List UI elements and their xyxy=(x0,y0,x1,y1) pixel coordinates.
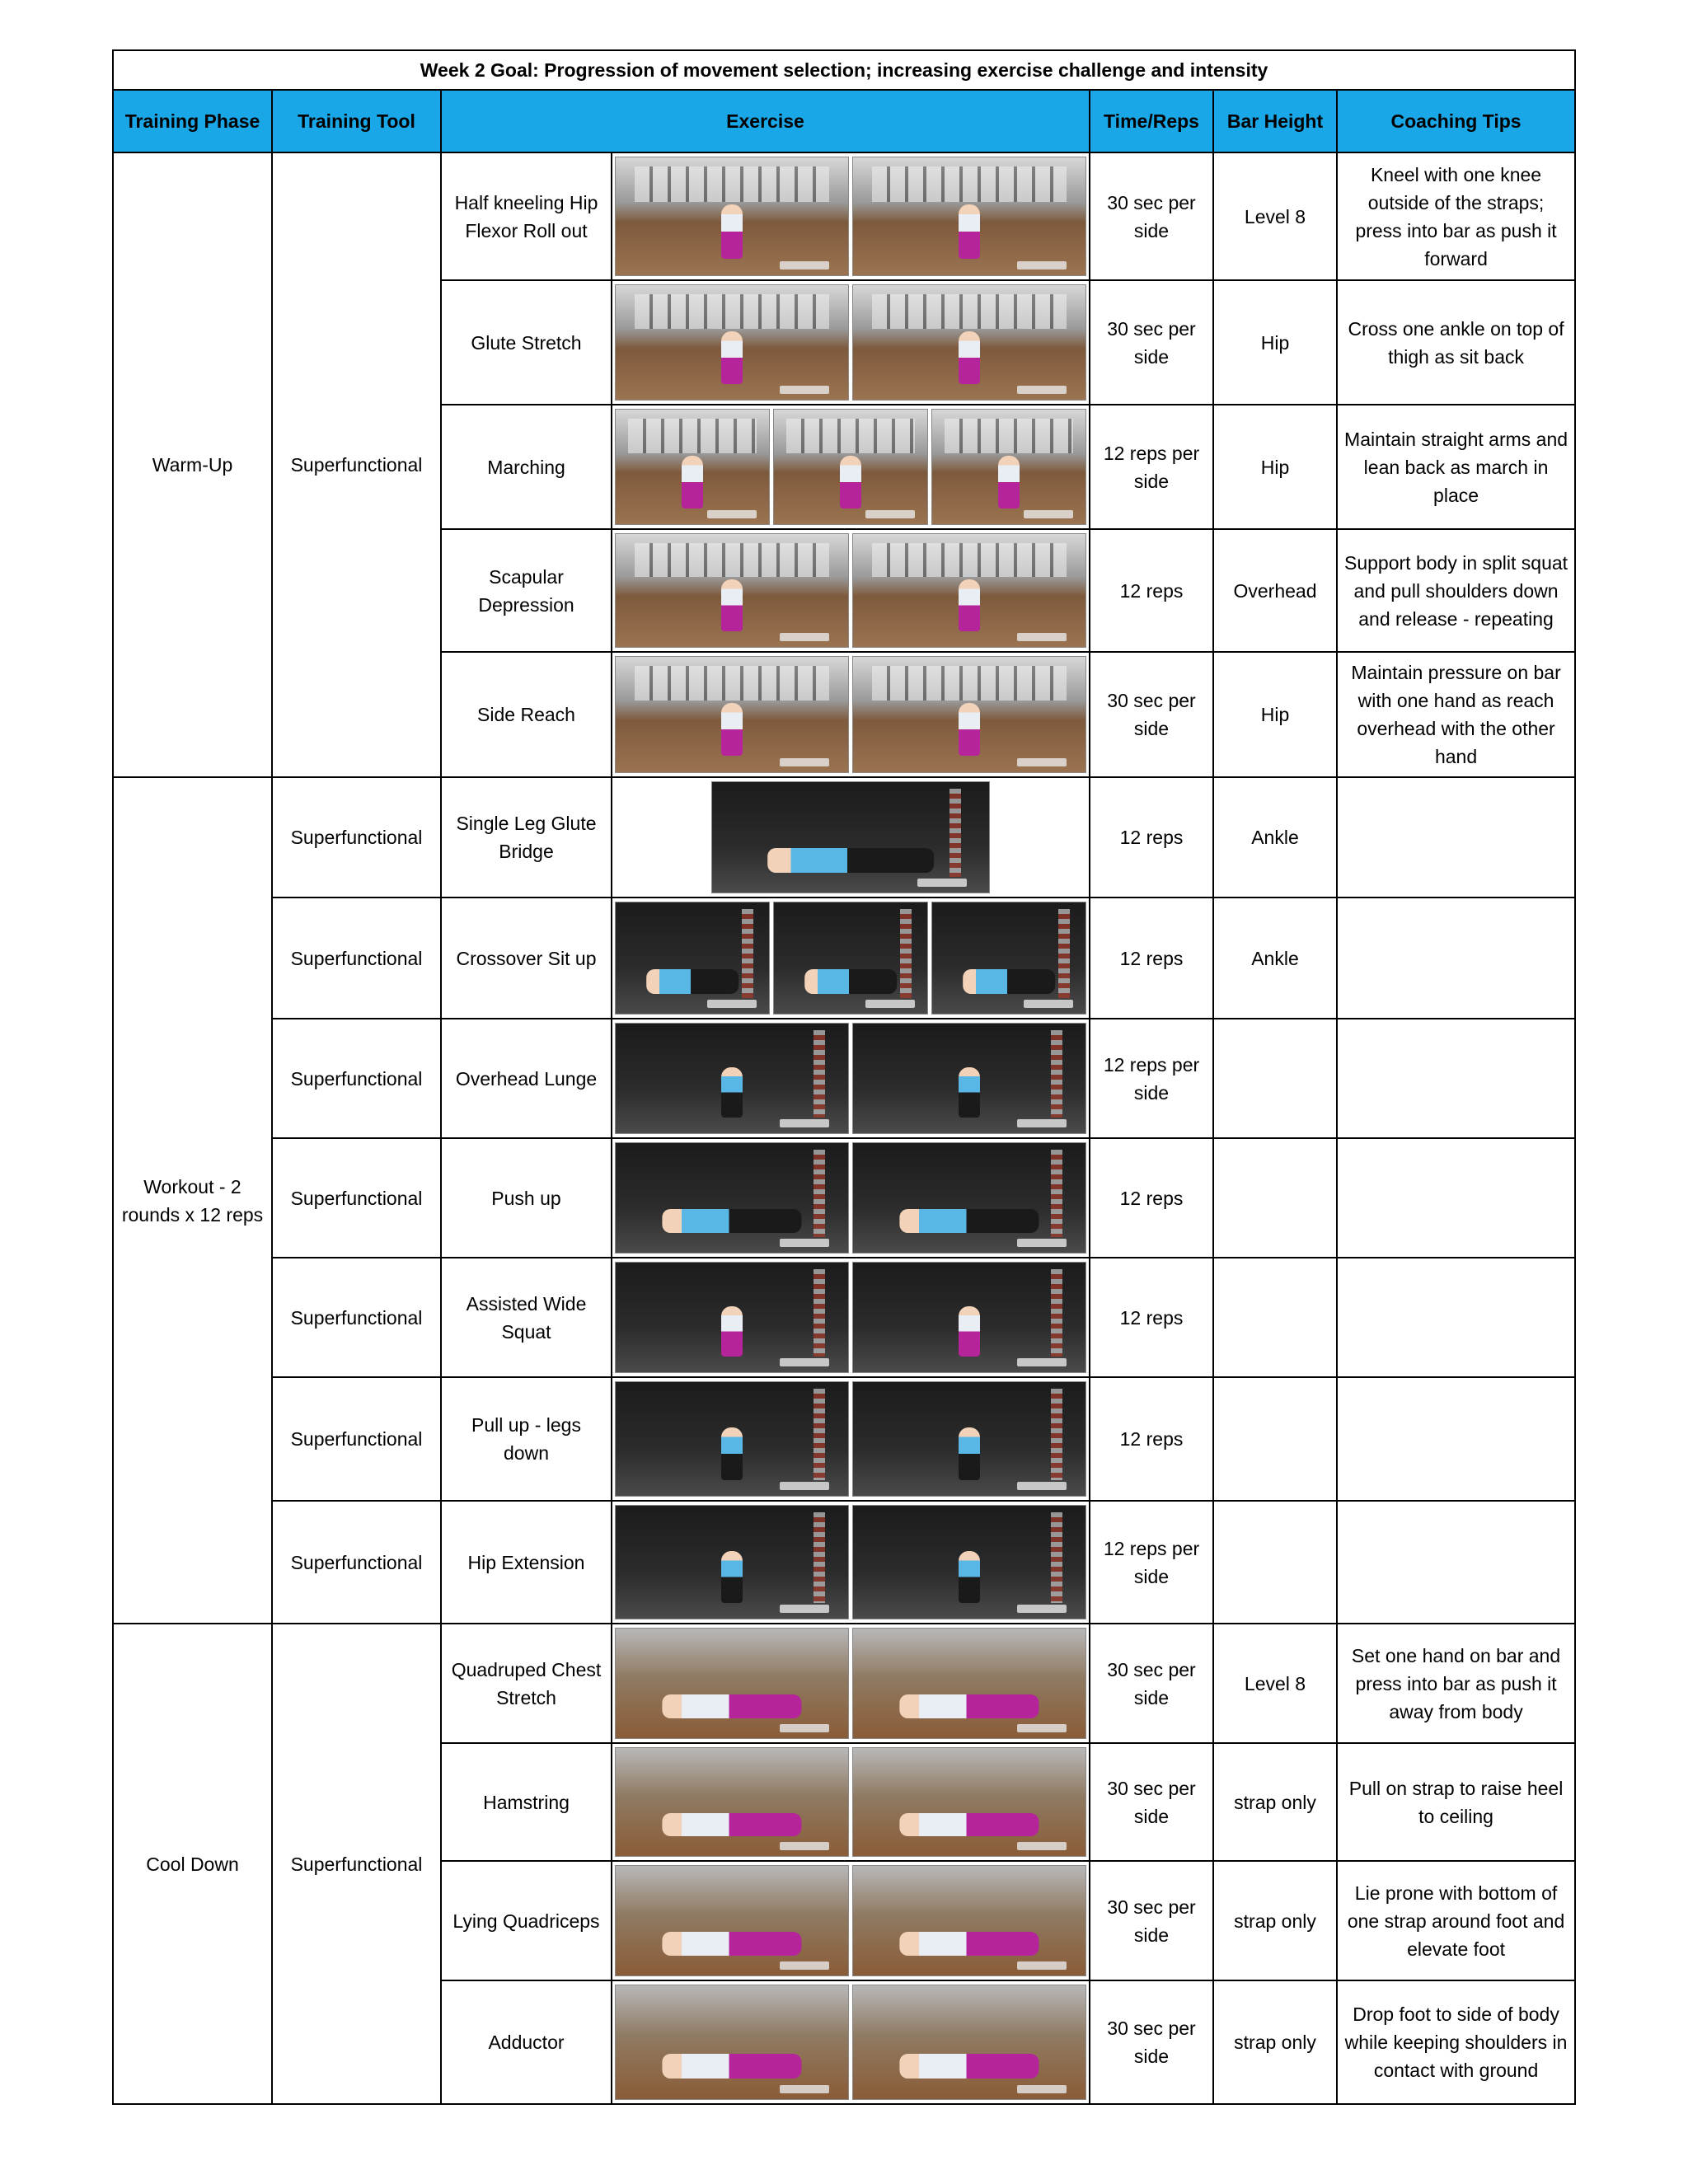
exercise-name: Single Leg Glute Bridge xyxy=(441,777,612,898)
watermark-logo-icon xyxy=(865,510,915,518)
watermark-logo-icon xyxy=(1017,386,1067,394)
bar-height-cell xyxy=(1213,1019,1337,1138)
bar-height-cell: Level 8 xyxy=(1213,152,1337,280)
person-figure-icon xyxy=(959,579,980,631)
person-figure-icon xyxy=(963,969,1055,994)
coaching-tips-cell: Kneel with one knee outside of the straps; press into bar as push it forward xyxy=(1337,152,1575,280)
coaching-tips-cell: Set one hand on bar and press into bar as push it away from body xyxy=(1337,1624,1575,1743)
tool-cell: Superfunctional xyxy=(272,898,441,1019)
exercise-name: Lying Quadriceps xyxy=(441,1861,612,1980)
watermark-logo-icon xyxy=(1017,1605,1067,1613)
header-time-reps: Time/Reps xyxy=(1090,90,1213,152)
phase-cell-cooldown: Cool Down xyxy=(113,1624,272,2104)
image-strip xyxy=(615,409,1086,525)
watermark-logo-icon xyxy=(1024,510,1073,518)
watermark-logo-icon xyxy=(780,1239,829,1247)
bar-height-cell: Level 8 xyxy=(1213,1624,1337,1743)
person-figure-icon xyxy=(662,1694,801,1718)
watermark-logo-icon xyxy=(1017,1358,1067,1366)
exercise-images xyxy=(612,1019,1090,1138)
time-reps-cell: 12 reps per side xyxy=(1090,1501,1213,1624)
exercise-photo xyxy=(773,409,928,525)
table-row xyxy=(113,1501,1575,1624)
image-strip xyxy=(615,781,1086,893)
image-strip xyxy=(615,1023,1086,1134)
image-strip xyxy=(615,902,1086,1015)
time-reps-cell: 30 sec per side xyxy=(1090,280,1213,405)
coaching-tips-cell: Maintain straight arms and lean back as march in place xyxy=(1337,405,1575,529)
exercise-name: Push up xyxy=(441,1138,612,1258)
exercise-photo xyxy=(852,656,1086,773)
exercise-images xyxy=(612,777,1090,898)
time-reps-cell: 12 reps xyxy=(1090,1377,1213,1501)
phase-cell-warmup: Warm-Up xyxy=(113,152,272,777)
person-figure-icon xyxy=(721,579,743,631)
watermark-logo-icon xyxy=(865,1000,915,1008)
watermark-logo-icon xyxy=(780,1358,829,1366)
watermark-logo-icon xyxy=(1017,633,1067,641)
watermark-logo-icon xyxy=(1017,1482,1067,1490)
header-coaching-tips: Coaching Tips xyxy=(1337,90,1575,152)
exercise-name: Half kneeling Hip Flexor Roll out xyxy=(441,152,612,280)
exercise-photo xyxy=(852,1262,1086,1373)
image-strip xyxy=(615,1381,1086,1497)
table-row xyxy=(113,152,1575,280)
exercise-images xyxy=(612,1624,1090,1743)
person-figure-icon xyxy=(899,1932,1039,1956)
person-figure-icon xyxy=(959,1306,980,1357)
exercise-photo xyxy=(615,1023,849,1134)
coaching-tips-cell xyxy=(1337,1377,1575,1501)
person-figure-icon xyxy=(959,703,980,756)
workout-table xyxy=(112,49,1576,2105)
exercise-photo xyxy=(615,1985,849,2100)
person-figure-icon xyxy=(721,1551,743,1603)
time-reps-cell: 12 reps xyxy=(1090,777,1213,898)
watermark-logo-icon xyxy=(780,386,829,394)
person-figure-icon xyxy=(899,1813,1039,1837)
table-row xyxy=(113,898,1575,1019)
exercise-photo xyxy=(615,284,849,401)
image-strip xyxy=(615,1142,1086,1254)
table-row xyxy=(113,777,1575,898)
bar-height-cell: strap only xyxy=(1213,1980,1337,2104)
exercise-name: Scapular Depression xyxy=(441,529,612,652)
exercise-photo xyxy=(852,1865,1086,1976)
image-strip xyxy=(615,1262,1086,1373)
exercise-photo xyxy=(615,409,770,525)
watermark-logo-icon xyxy=(780,2085,829,2093)
exercise-photo xyxy=(852,157,1086,276)
bar-height-cell xyxy=(1213,1258,1337,1377)
exercise-photo xyxy=(852,1142,1086,1254)
table-row xyxy=(113,1377,1575,1501)
coaching-tips-cell xyxy=(1337,1019,1575,1138)
watermark-logo-icon xyxy=(780,1119,829,1127)
exercise-name: Marching xyxy=(441,405,612,529)
bar-height-cell: Overhead xyxy=(1213,529,1337,652)
exercise-photo xyxy=(852,284,1086,401)
exercise-images xyxy=(612,1501,1090,1624)
exercise-images xyxy=(612,1980,1090,2104)
person-figure-icon xyxy=(899,2054,1039,2079)
person-figure-icon xyxy=(662,1932,801,1956)
exercise-images xyxy=(612,1743,1090,1861)
exercise-photo xyxy=(615,1747,849,1857)
watermark-logo-icon xyxy=(780,1605,829,1613)
exercise-images xyxy=(612,1138,1090,1258)
exercise-photo xyxy=(852,1985,1086,2100)
image-strip xyxy=(615,656,1086,773)
time-reps-cell: 12 reps xyxy=(1090,1138,1213,1258)
exercise-name: Hip Extension xyxy=(441,1501,612,1624)
tool-cell: Superfunctional xyxy=(272,1138,441,1258)
image-strip xyxy=(615,1628,1086,1739)
time-reps-cell: 30 sec per side xyxy=(1090,1743,1213,1861)
exercise-name: Assisted Wide Squat xyxy=(441,1258,612,1377)
time-reps-cell: 30 sec per side xyxy=(1090,1861,1213,1980)
time-reps-cell: 12 reps per side xyxy=(1090,405,1213,529)
image-strip xyxy=(615,1505,1086,1619)
exercise-photo xyxy=(931,902,1086,1015)
bar-height-cell: Hip xyxy=(1213,280,1337,405)
coaching-tips-cell: Drop foot to side of body while keeping shoulders in contact with ground xyxy=(1337,1980,1575,2104)
coaching-tips-cell xyxy=(1337,777,1575,898)
header-bar-height: Bar Height xyxy=(1213,90,1337,152)
image-strip xyxy=(615,1747,1086,1857)
exercise-photo xyxy=(852,1023,1086,1134)
page-title: Week 2 Goal: Progression of movement selection; increasing exercise challenge and intensity xyxy=(113,50,1575,90)
tool-cell: Superfunctional xyxy=(272,1258,441,1377)
bar-height-cell: Ankle xyxy=(1213,898,1337,1019)
person-figure-icon xyxy=(959,1067,980,1118)
exercise-photo xyxy=(852,533,1086,648)
bar-height-cell xyxy=(1213,1501,1337,1624)
watermark-logo-icon xyxy=(1017,2085,1067,2093)
watermark-logo-icon xyxy=(780,1842,829,1850)
watermark-logo-icon xyxy=(780,758,829,766)
watermark-logo-icon xyxy=(1017,1119,1067,1127)
coaching-tips-cell: Support body in split squat and pull shoulders down and release - repeating xyxy=(1337,529,1575,652)
exercise-photo xyxy=(852,1747,1086,1857)
table-row xyxy=(113,1258,1575,1377)
person-figure-icon xyxy=(662,2054,801,2079)
bar-height-cell: strap only xyxy=(1213,1743,1337,1861)
watermark-logo-icon xyxy=(1017,758,1067,766)
bar-height-cell: Hip xyxy=(1213,652,1337,777)
watermark-logo-icon xyxy=(917,879,967,887)
exercise-images xyxy=(612,652,1090,777)
time-reps-cell: 30 sec per side xyxy=(1090,1624,1213,1743)
image-strip xyxy=(615,1865,1086,1976)
person-figure-icon xyxy=(721,1067,743,1118)
exercise-images xyxy=(612,1861,1090,1980)
watermark-logo-icon xyxy=(1024,1000,1073,1008)
watermark-logo-icon xyxy=(707,510,757,518)
coaching-tips-cell xyxy=(1337,1501,1575,1624)
person-figure-icon xyxy=(899,1694,1039,1718)
person-figure-icon xyxy=(767,848,934,872)
exercise-name: Side Reach xyxy=(441,652,612,777)
exercise-photo xyxy=(615,1505,849,1619)
time-reps-cell: 30 sec per side xyxy=(1090,652,1213,777)
person-figure-icon xyxy=(840,456,861,509)
exercise-images xyxy=(612,152,1090,280)
tool-cell-warmup: Superfunctional xyxy=(272,152,441,777)
watermark-logo-icon xyxy=(780,261,829,269)
phase-cell-workout: Workout - 2 rounds x 12 reps xyxy=(113,777,272,1624)
person-figure-icon xyxy=(662,1209,801,1233)
exercise-name: Crossover Sit up xyxy=(441,898,612,1019)
exercise-photo xyxy=(852,1381,1086,1497)
time-reps-cell: 12 reps xyxy=(1090,529,1213,652)
time-reps-cell: 30 sec per side xyxy=(1090,152,1213,280)
time-reps-cell: 30 sec per side xyxy=(1090,1980,1213,2104)
coaching-tips-cell: Maintain pressure on bar with one hand as reach overhead with the other hand xyxy=(1337,652,1575,777)
exercise-name: Hamstring xyxy=(441,1743,612,1861)
image-strip xyxy=(615,1985,1086,2100)
tool-cell: Superfunctional xyxy=(272,1019,441,1138)
exercise-images xyxy=(612,1377,1090,1501)
coaching-tips-cell xyxy=(1337,1258,1575,1377)
coaching-tips-cell xyxy=(1337,1138,1575,1258)
exercise-photo xyxy=(852,1628,1086,1739)
exercise-photo xyxy=(615,656,849,773)
person-figure-icon xyxy=(998,456,1020,509)
image-strip xyxy=(615,157,1086,276)
watermark-logo-icon xyxy=(1017,1724,1067,1732)
watermark-logo-icon xyxy=(780,1482,829,1490)
person-figure-icon xyxy=(682,456,703,509)
exercise-images xyxy=(612,405,1090,529)
watermark-logo-icon xyxy=(1017,1239,1067,1247)
coaching-tips-cell: Pull on strap to raise heel to ceiling xyxy=(1337,1743,1575,1861)
tool-cell: Superfunctional xyxy=(272,777,441,898)
bar-height-cell xyxy=(1213,1138,1337,1258)
coaching-tips-cell: Lie prone with bottom of one strap around foot and elevate foot xyxy=(1337,1861,1575,1980)
person-figure-icon xyxy=(646,969,738,994)
person-figure-icon xyxy=(959,331,980,384)
exercise-images xyxy=(612,529,1090,652)
exercise-name: Quadruped Chest Stretch xyxy=(441,1624,612,1743)
exercise-photo xyxy=(615,1262,849,1373)
person-figure-icon xyxy=(899,1209,1039,1233)
exercise-name: Overhead Lunge xyxy=(441,1019,612,1138)
time-reps-cell: 12 reps xyxy=(1090,898,1213,1019)
tool-cell: Superfunctional xyxy=(272,1501,441,1624)
tool-cell: Superfunctional xyxy=(272,1377,441,1501)
bar-height-cell xyxy=(1213,1377,1337,1501)
header-training-tool: Training Tool xyxy=(272,90,441,152)
bar-height-cell: Hip xyxy=(1213,405,1337,529)
table-row xyxy=(113,1138,1575,1258)
person-figure-icon xyxy=(959,204,980,259)
exercise-photo xyxy=(615,1142,849,1254)
person-figure-icon xyxy=(959,1427,980,1479)
bar-height-cell: Ankle xyxy=(1213,777,1337,898)
person-figure-icon xyxy=(721,204,743,259)
time-reps-cell: 12 reps xyxy=(1090,1258,1213,1377)
exercise-photo xyxy=(852,1505,1086,1619)
header-exercise: Exercise xyxy=(441,90,1090,152)
watermark-logo-icon xyxy=(1017,1961,1067,1970)
exercise-photo xyxy=(615,1865,849,1976)
exercise-photo xyxy=(615,533,849,648)
table-row xyxy=(113,1624,1575,1743)
coaching-tips-cell: Cross one ankle on top of thigh as sit back xyxy=(1337,280,1575,405)
exercise-name: Glute Stretch xyxy=(441,280,612,405)
table-row xyxy=(113,1019,1575,1138)
bar-height-cell: strap only xyxy=(1213,1861,1337,1980)
exercise-images xyxy=(612,898,1090,1019)
exercise-photo xyxy=(931,409,1086,525)
exercise-photo xyxy=(615,157,849,276)
person-figure-icon xyxy=(721,1427,743,1479)
exercise-photo xyxy=(773,902,928,1015)
exercise-photo xyxy=(615,1381,849,1497)
watermark-logo-icon xyxy=(1017,1842,1067,1850)
tool-cell-cooldown: Superfunctional xyxy=(272,1624,441,2104)
watermark-logo-icon xyxy=(707,1000,757,1008)
person-figure-icon xyxy=(959,1551,980,1603)
exercise-images xyxy=(612,1258,1090,1377)
exercise-photo xyxy=(615,1628,849,1739)
person-figure-icon xyxy=(662,1813,801,1837)
watermark-logo-icon xyxy=(1017,261,1067,269)
watermark-logo-icon xyxy=(780,633,829,641)
exercise-name: Adductor xyxy=(441,1980,612,2104)
person-figure-icon xyxy=(721,1306,743,1357)
header-row xyxy=(113,90,1575,152)
header-training-phase: Training Phase xyxy=(113,90,272,152)
exercise-photo xyxy=(615,902,770,1015)
watermark-logo-icon xyxy=(780,1724,829,1732)
coaching-tips-cell xyxy=(1337,898,1575,1019)
person-figure-icon xyxy=(721,703,743,756)
image-strip xyxy=(615,533,1086,648)
exercise-images xyxy=(612,280,1090,405)
person-figure-icon xyxy=(721,331,743,384)
image-strip xyxy=(615,284,1086,401)
person-figure-icon xyxy=(804,969,897,994)
exercise-photo xyxy=(711,781,990,893)
watermark-logo-icon xyxy=(780,1961,829,1970)
time-reps-cell: 12 reps per side xyxy=(1090,1019,1213,1138)
exercise-name: Pull up - legs down xyxy=(441,1377,612,1501)
